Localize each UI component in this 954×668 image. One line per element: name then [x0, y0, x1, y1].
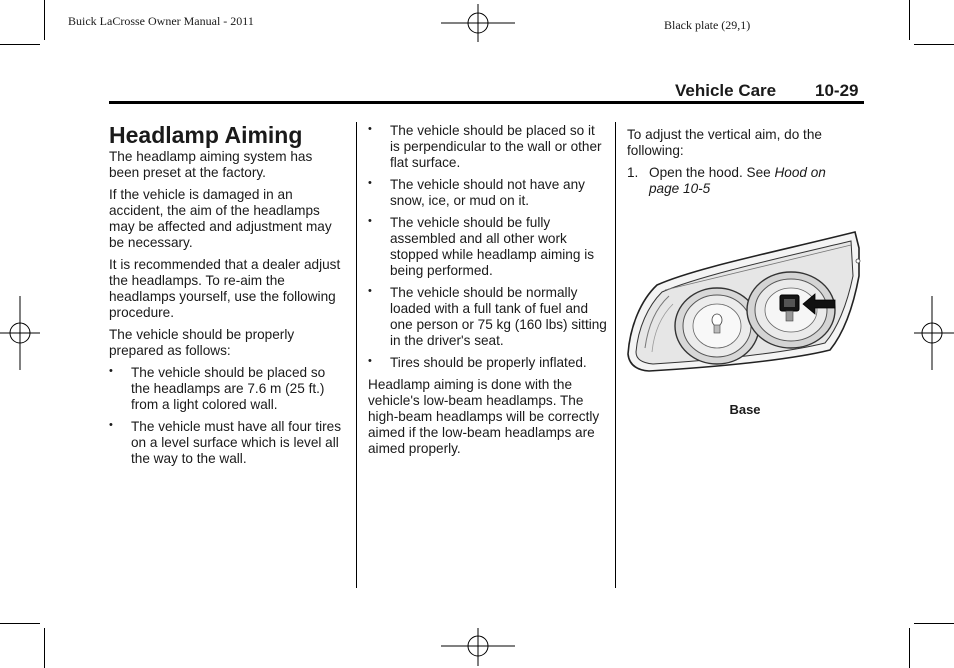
bullet-text: Tires should be properly inflated.: [390, 355, 587, 370]
step-text: Open the hood. See: [649, 165, 775, 180]
column-divider: [615, 122, 616, 588]
bullet-glyph: •: [368, 355, 372, 367]
crop-mark: [44, 628, 45, 668]
paragraph: To adjust the vertical aim, do the following:: [627, 127, 822, 158]
bullet-text: The vehicle should not have any snow, ice, or mud on it.: [390, 177, 585, 208]
registration-mark-bottom: [441, 628, 515, 666]
crop-mark: [909, 628, 910, 668]
paragraph: The vehicle should be properly prepared as follows:: [109, 327, 295, 358]
paragraph: Headlamp aiming is done with the vehicle's low-beam headlamps. The high-beam headlamps will be correctly aimed if the low-beam headlamps are aimed properly.: [368, 377, 600, 456]
bullet-text: The vehicle must have all four tires on a level surface which is level all the way to the wall.: [131, 419, 342, 466]
registration-mark-top: [441, 4, 515, 42]
registration-mark-left: [0, 296, 40, 370]
cross-reference-link[interactable]: Hood on page 10-5: [649, 165, 826, 196]
crop-mark: [0, 44, 40, 45]
bullet-item: [368, 285, 608, 349]
column-divider: [356, 122, 357, 588]
column-3: [627, 127, 857, 197]
bullet-text: The vehicle should be fully assembled and all other work stopped while headlamp aiming is being performed.: [390, 215, 595, 278]
manual-title: Buick LaCrosse Owner Manual - 2011: [68, 14, 254, 28]
section-title: Vehicle Care: [675, 81, 777, 100]
page-title: Headlamp Aiming: [109, 122, 303, 148]
bullet-item: [368, 177, 608, 209]
bullet-text: The vehicle should be placed so the headlamps are 7.6 m (25 ft.) from a light colored wall.: [131, 365, 326, 412]
crop-mark: [44, 0, 45, 40]
column-1: [109, 122, 345, 473]
bullet-item: [109, 419, 345, 467]
paragraph: The headlamp aiming system has been preset at the factory.: [109, 149, 313, 180]
registration-mark-right: [914, 296, 954, 370]
page-number: 10-29: [815, 81, 859, 100]
bullet-glyph: •: [109, 419, 113, 431]
bullet-text: The vehicle should be normally loaded with a full tank of fuel and one person or 75 kg (160 lbs) sitting in the driver's seat.: [390, 285, 607, 348]
bullet-item: [368, 123, 608, 171]
figure-caption: Base: [729, 402, 761, 417]
column-2: [368, 123, 608, 463]
bullet-text: The vehicle should be placed so it is perpendicular to the wall or other flat surface.: [390, 123, 602, 170]
crop-mark: [914, 623, 954, 624]
numbered-step: [627, 165, 857, 197]
bullet-item: [109, 365, 345, 413]
headlamp-illustration: [625, 228, 863, 378]
bullet-item: [368, 355, 608, 371]
crop-mark: [909, 0, 910, 40]
step-number: 1.: [627, 165, 639, 180]
bullet-glyph: •: [109, 365, 113, 377]
bullet-glyph: •: [368, 177, 372, 189]
bullet-glyph: •: [368, 215, 372, 227]
bullet-item: [368, 215, 608, 279]
paragraph: If the vehicle is damaged in an accident, the aim of the headlamps may be affected and adjustment may be necessary.: [109, 187, 332, 250]
bullet-glyph: •: [368, 123, 372, 135]
header-rule: [109, 101, 864, 104]
plate-label: Black plate (29,1): [664, 18, 751, 32]
paragraph: It is recommended that a dealer adjust the headlamps. To re-aim the headlamps yourself, use the following procedure.: [109, 257, 341, 320]
crop-mark: [0, 623, 40, 624]
bullet-glyph: •: [368, 285, 372, 297]
crop-mark: [914, 44, 954, 45]
